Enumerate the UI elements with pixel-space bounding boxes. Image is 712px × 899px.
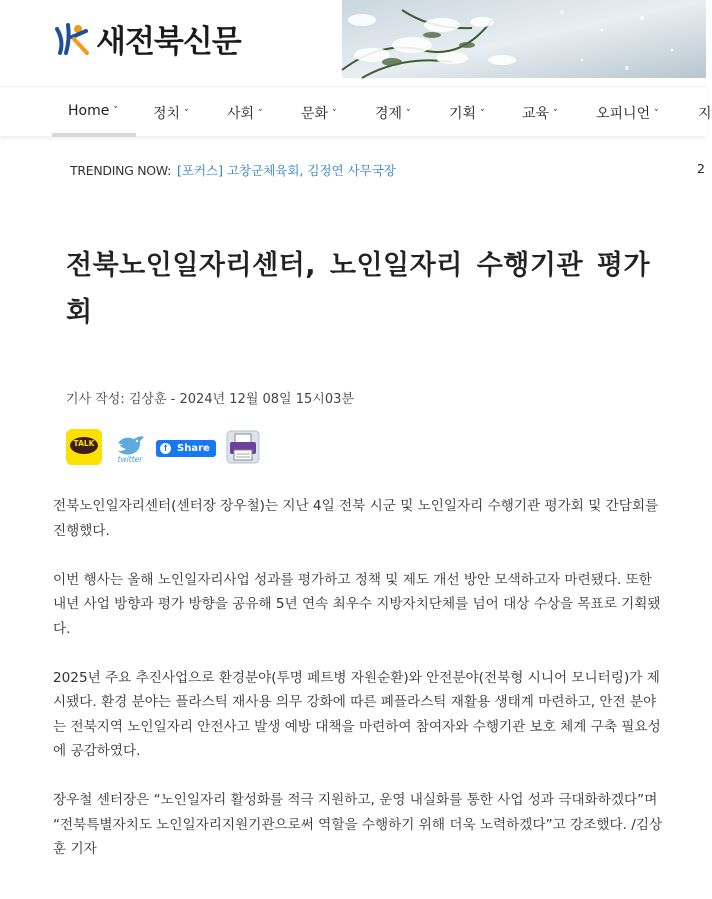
facebook-share-button[interactable]	[156, 440, 216, 457]
trending-bar	[70, 161, 396, 179]
header-banner-image	[342, 0, 706, 78]
nav-item-economy[interactable]: 경제 ˅	[375, 106, 411, 122]
article-title: 전북노인일자리센터, 노인일자리 수행기관 평가회	[66, 250, 651, 328]
kakao-label: TALK	[73, 439, 95, 448]
twitter-bird-icon[interactable]	[110, 431, 150, 463]
trending-link[interactable]: [포커스] 고창군체육회, 김정연 사무국장	[177, 163, 396, 178]
site-logo-text: 새전북신문	[96, 24, 241, 60]
nav-item-society[interactable]: 사회 ˅	[227, 106, 263, 122]
chevron-down-icon: ˅	[553, 109, 558, 119]
chevron-down-icon: ˅	[654, 109, 659, 119]
site-logo[interactable]	[54, 16, 241, 61]
nav-item-education[interactable]: 교육 ˅	[522, 106, 558, 122]
nav-item-home[interactable]: Home ˅	[68, 103, 118, 119]
chevron-down-icon: ˅	[258, 109, 263, 119]
chevron-down-icon: ˅	[406, 109, 411, 119]
nav-active-indicator	[52, 133, 136, 137]
share-bar	[66, 429, 266, 465]
sjb-logo-icon	[54, 21, 90, 57]
article-paragraph: 장우철 센터장은 “노인일자리 활성화를 적극 지원하고, 운영 내실화를 통한 사업 성과 극대화하겠다”며 “전북특별자치도 노인일자리지원기관으로써 역할을 수행하기 위해 더욱 노력하겠다”고 강조했다. /김상훈 기자	[53, 792, 663, 857]
article-meta: 기사 작성: 김상훈 - 2024년 12월 08일 15시03분	[66, 392, 354, 407]
facebook-share-label: Share	[177, 443, 210, 454]
article-paragraph: 전북노인일자리센터(센터장 장우철)는 지난 4일 전북 시군 및 노인일자리 수행기관 평가회 및 간담회를 진행했다.	[53, 498, 659, 539]
nav-item-planning[interactable]: 기획 ˅	[449, 106, 485, 122]
article-paragraph: 이번 행사는 올해 노인일자리사업 성과를 평가하고 정책 및 제도 개선 방안 모색하고자 마련됐다. 또한 내년 사업 방향과 평가 방향을 공유해 5년 연속 최우수 지방자치단체를 넘어 대상 수상을 목표로 기획됐다.	[53, 571, 661, 637]
chevron-down-icon: ˅	[332, 109, 337, 119]
site-header	[0, 0, 706, 86]
header-date-truncated: 2	[697, 161, 705, 176]
article-paragraph: 2025년 주요 추진사업으로 환경분야(투명 페트병 자원순환)와 안전분야(전북형 시니어 모니터링)가 제시됐다. 환경 분야는 플라스틱 재사용 의무 강화에 따른 폐플라스틱 재활용 생태계 마련하고, 안전 분야는 전북지역 노인일자리 안전사고 발생 예방 대책을 마련하여 참여자와 수행기관 보호 체계 구축 필요성에 공감하였다.	[53, 669, 661, 759]
article-body	[53, 494, 665, 886]
main-nav	[0, 86, 712, 136]
nav-item-politics[interactable]: 정치 ˅	[153, 106, 189, 122]
chevron-down-icon: ˅	[184, 109, 189, 119]
nav-item-culture[interactable]: 문화 ˅	[301, 106, 337, 122]
chevron-down-icon: ˅	[480, 109, 485, 119]
facebook-icon: f	[160, 443, 171, 454]
printer-icon[interactable]	[225, 430, 261, 464]
chevron-down-icon: ˅	[113, 106, 118, 116]
nav-item-opinion[interactable]: 오피니언 ˅	[596, 106, 659, 122]
kakaotalk-icon[interactable]	[66, 429, 102, 465]
nav-item-region-truncated[interactable]: 지	[698, 106, 712, 122]
trending-label: TRENDING NOW:	[70, 163, 172, 178]
twitter-label: twitter	[117, 455, 143, 464]
